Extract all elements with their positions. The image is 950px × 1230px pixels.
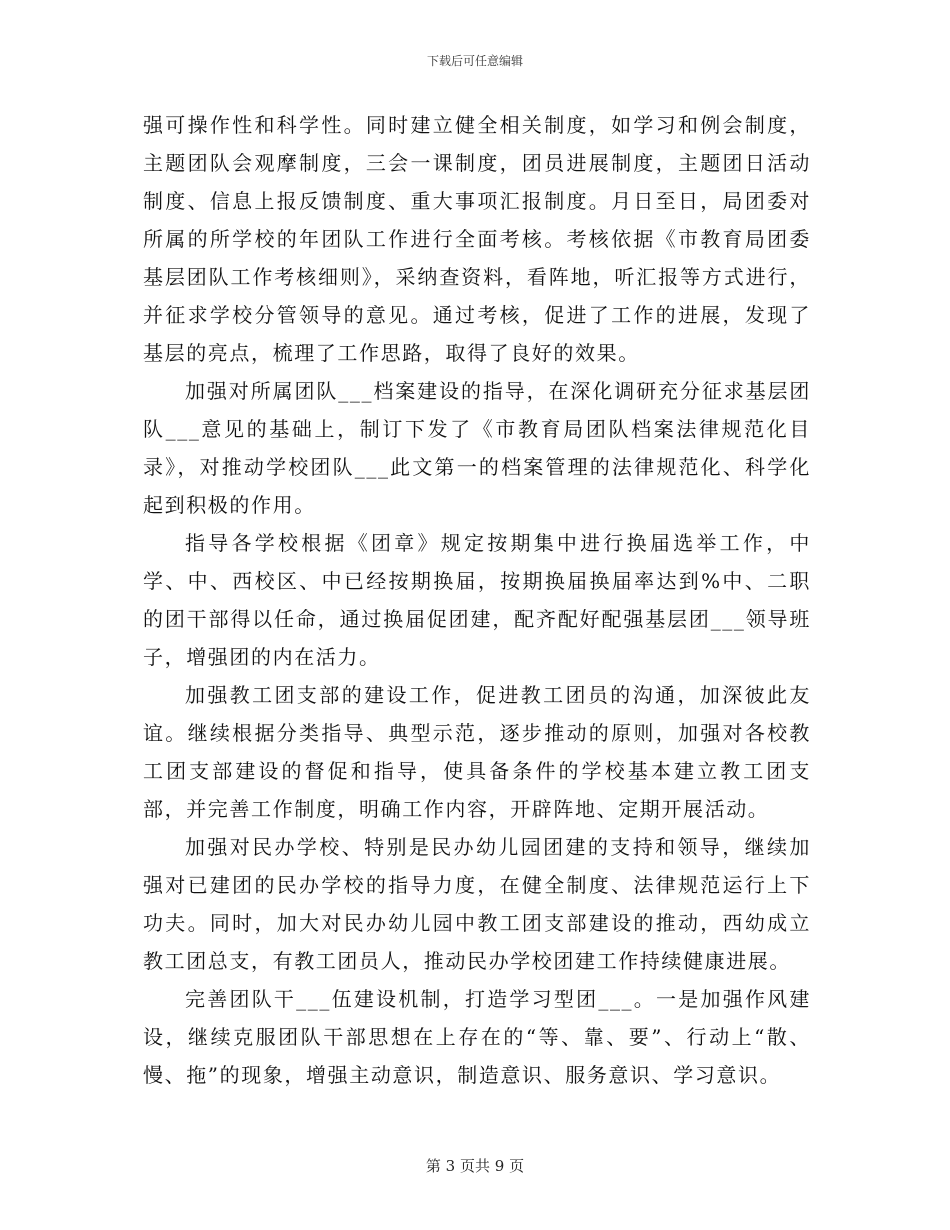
- paragraph-4: 加强教工团支部的建设工作，促进教工团员的沟通，加深彼此友谊。继续根据分类指导、典型示范，逐步推动的原则，加强对各校教工团支部建设的督促和指导，使具备条件的学校基本建立教工团支部，并完善工作制度，明确工作内容，开辟阵地、定期开展活动。: [143, 683, 811, 821]
- page-header: 下载后可任意编辑: [426, 54, 523, 68]
- paragraph-2: 加强对所属团队___档案建设的指导，在深化调研充分征求基层团队___意见的基础上，制订下发了《市教育局团队档案法律规范化目录》，对推动学校团队___此文第一的档案管理的法律规范化、科学化起到积极的作用。: [143, 379, 811, 517]
- paragraph-5: 加强对民办学校、特别是民办幼儿园团建的支持和领导，继续加强对已建团的民办学校的指导力度，在健全制度、法律规范运行上下功夫。同时，加大对民办幼儿园中教工团支部建设的推动，西幼成立教工团总支，有教工团员人，推动民办学校团建工作持续健康进展。: [143, 835, 811, 973]
- paragraph-3: 指导各学校根据《团章》规定按期集中进行换届选举工作，中学、中、西校区、中已经按期换届，按期换届换届率达到%中、二职的团干部得以任命，通过换届促团建，配齐配好配强基层团___领导班子，增强团的内在活力。: [143, 531, 811, 669]
- paragraph-1: 强可操作性和科学性。同时建立健全相关制度，如学习和例会制度，主题团队会观摩制度，三会一课制度，团员进展制度，主题团日活动制度、信息上报反馈制度、重大事项汇报制度。月日至日，局团委对所属的所学校的年团队工作进行全面考核。考核依据《市教育局团委基层团队工作考核细则》，采纳查资料，看阵地，听汇报等方式进行，并征求学校分管领导的意见。通过考核，促进了工作的进展，发现了基层的亮点，梳理了工作思路，取得了良好的效果。: [143, 113, 811, 365]
- paragraph-6: 完善团队干___伍建设机制，打造学习型团___。一是加强作风建设，继续克服团队干部思想在上存在的“等、靠、要”、行动上“散、慢、拖”的现象，增强主动意识，制造意识、服务意识、学习意识。: [143, 987, 811, 1087]
- document-body: [143, 106, 811, 1094]
- page-number: 第 3 页共 9 页: [425, 1157, 525, 1175]
